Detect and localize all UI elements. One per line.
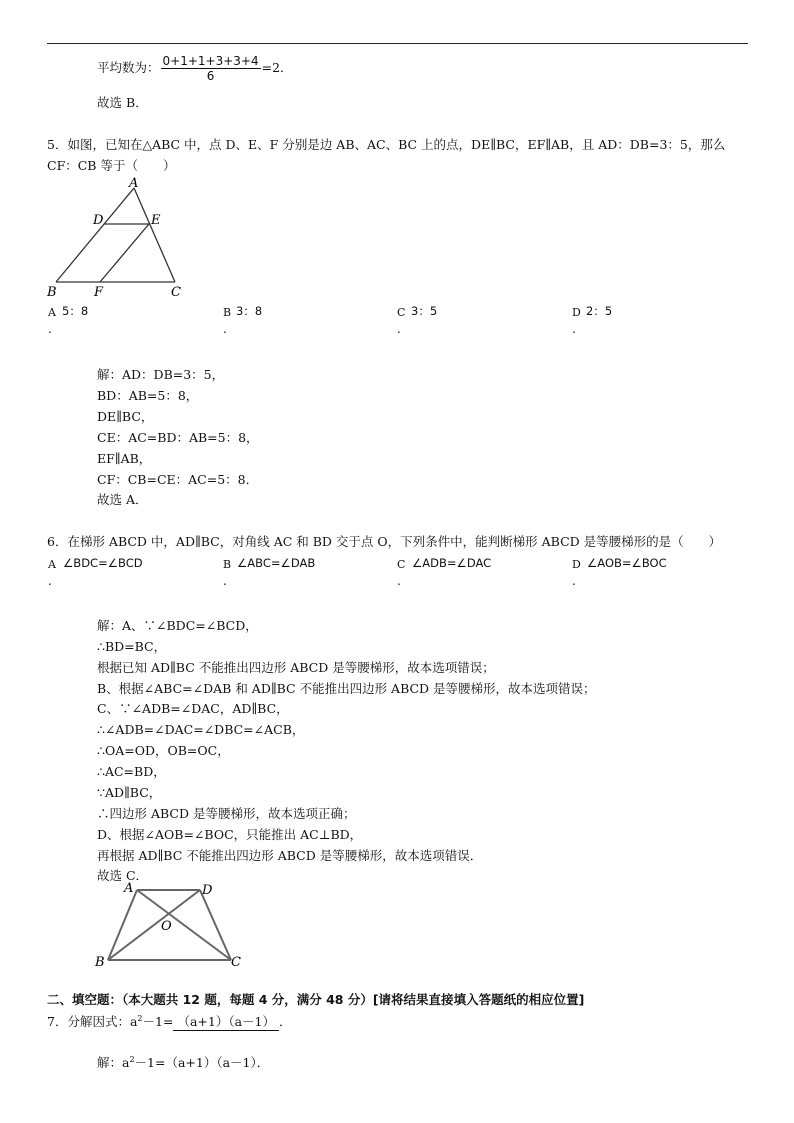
q5-option-b-text: 3：8 [236, 304, 263, 318]
q6-solution-line: ∴OA=OD，OB=OC， [97, 743, 230, 758]
q5-solution-line: DE∥BC， [97, 409, 154, 424]
q6-option-c-text: ∠ADB=∠DAC [412, 556, 492, 570]
q7-solution [97, 1053, 269, 1071]
q5-label-d: D [93, 213, 104, 228]
q7-prefix: 7．分解因式：a [47, 1014, 138, 1029]
q6-solution-line: ∴AC=BD， [97, 764, 166, 779]
q6-option-a-text: ∠BDC=∠BCD [63, 556, 143, 570]
q6-solution-line: ∴∠ADB=∠DAC=∠DBC=∠ACB， [97, 722, 305, 737]
q6-option-c-dot: . [397, 574, 401, 588]
q7-solution-exponent: 2 [129, 1054, 135, 1064]
q5-label-c: C [171, 285, 181, 300]
q5-solution-line: CF：CB=CE：AC=5：8． [97, 472, 259, 487]
q5-option-a-letter: A [48, 306, 56, 319]
section2-heading: 二、填空题：（本大题共 12 题，每题 4 分，满分 48 分）[请将结果直接填入答题纸的相应位置] [47, 992, 585, 1007]
q5-solution-answer: 故选 A． [97, 492, 148, 507]
q5-option-b-letter: B [223, 306, 232, 319]
q6-solution-line: ∵AD∥BC， [97, 785, 162, 800]
q6-solution-line: 根据已知 AD∥BC 不能推出四边形 ABCD 是等腰梯形，故本选项错误； [97, 660, 495, 675]
q5-label-a: A [129, 176, 139, 191]
q5-stem-line2: CF：CB 等于（ ） [47, 158, 176, 173]
q7-suffix: ． [278, 1014, 292, 1029]
q5-solution-line: 解：AD：DB=3：5， [97, 367, 225, 382]
q6-solution-line: B、根据∠ABC=∠DAB 和 AD∥BC 不能推出四边形 ABCD 是等腰梯形，故本选项错误； [97, 681, 596, 696]
q5-option-d-dot: . [572, 322, 576, 336]
q6-label-b: B [95, 955, 105, 970]
header-rule [47, 43, 748, 44]
q7-exponent: 2 [137, 1013, 143, 1023]
q5-label-b: B [47, 285, 57, 300]
q6-option-d-letter: D [572, 558, 581, 571]
q6-trapezoid-figure [94, 880, 250, 972]
q7-solution-rest: －1=（a+1）（a－1）． [134, 1055, 270, 1070]
q5-triangle-figure [44, 176, 194, 300]
q7-question [47, 1012, 292, 1031]
q6-label-c: C [231, 955, 241, 970]
q6-solution-answer: 故选 C． [97, 868, 149, 883]
q6-stem: 6．在梯形 ABCD 中，AD∥BC，对角线 AC 和 BD 交于点 O，下列条件中，能判断梯形 ABCD 是等腰梯形的是（ ） [47, 534, 722, 549]
q4-average-suffix: =2． [261, 60, 293, 75]
q4-fraction-numerator: 0+1+1+3+3+4 [162, 54, 259, 68]
q6-solution-line: ∴四边形 ABCD 是等腰梯形，故本选项正确； [97, 806, 356, 821]
q4-average-prefix: 平均数为： [97, 60, 160, 75]
q5-option-c-dot: . [397, 322, 401, 336]
q6-option-b-text: ∠ABC=∠DAB [237, 556, 316, 570]
q6-label-d: D [202, 883, 213, 898]
q6-option-b-letter: B [223, 558, 232, 571]
q6-option-c-letter: C [397, 558, 406, 571]
q6-option-a-dot: . [48, 574, 52, 588]
q5-option-a-dot: . [48, 322, 52, 336]
q6-solution-line: C、∵∠ADB=∠DAC，AD∥BC， [97, 701, 289, 716]
q5-stem-line1: 5．如图，已知在△ABC 中，点 D、E、F 分别是边 AB、AC、BC 上的点，DE∥BC，EF∥AB，且 AD：DB=3：5，那么 [47, 137, 726, 152]
q5-solution-line: BD：AB=5：8， [97, 388, 199, 403]
q6-solution-line: D、根据∠AOB=∠BOC，只能推出 AC⊥BD， [97, 827, 363, 842]
q5-option-c-letter: C [397, 306, 406, 319]
q6-solution-line: 解：A、∵∠BDC=∠BCD， [97, 618, 258, 633]
q5-solution-line: EF∥AB， [97, 451, 152, 466]
q7-mid: －1= [142, 1014, 174, 1029]
q5-solution-line: CE：AC=BD：AB=5：8， [97, 430, 259, 445]
q6-option-b-dot: . [223, 574, 227, 588]
q6-diagonal-ac [137, 890, 231, 960]
q4-average-fraction [161, 54, 261, 83]
q5-option-d-letter: D [572, 306, 581, 319]
q5-option-a-text: 5：8 [62, 304, 89, 318]
q6-option-d-text: ∠AOB=∠BOC [587, 556, 667, 570]
q5-label-f: F [94, 285, 104, 300]
q4-average-line [97, 54, 293, 83]
q5-side-ab [56, 188, 134, 282]
q7-answer-blank: （a+1）（a－1） [173, 1012, 279, 1031]
q6-label-a: A [124, 881, 134, 896]
q4-answer: 故选 B． [97, 95, 148, 110]
q7-solution-prefix: 解：a [97, 1055, 130, 1070]
q6-option-a-letter: A [48, 558, 56, 571]
q5-option-c-text: 3：5 [411, 304, 438, 318]
q6-option-d-dot: . [572, 574, 576, 588]
q5-option-d-text: 2：5 [586, 304, 613, 318]
q5-segment-ef [100, 224, 149, 282]
q5-label-e: E [151, 213, 161, 228]
q5-option-b-dot: . [223, 322, 227, 336]
q6-label-o: O [161, 919, 172, 934]
q4-fraction-denominator: 6 [206, 69, 215, 83]
q6-solution-line: ∴BD=BC， [97, 639, 167, 654]
q6-solution-line: 再根据 AD∥BC 不能推出四边形 ABCD 是等腰梯形，故本选项错误． [97, 848, 483, 863]
